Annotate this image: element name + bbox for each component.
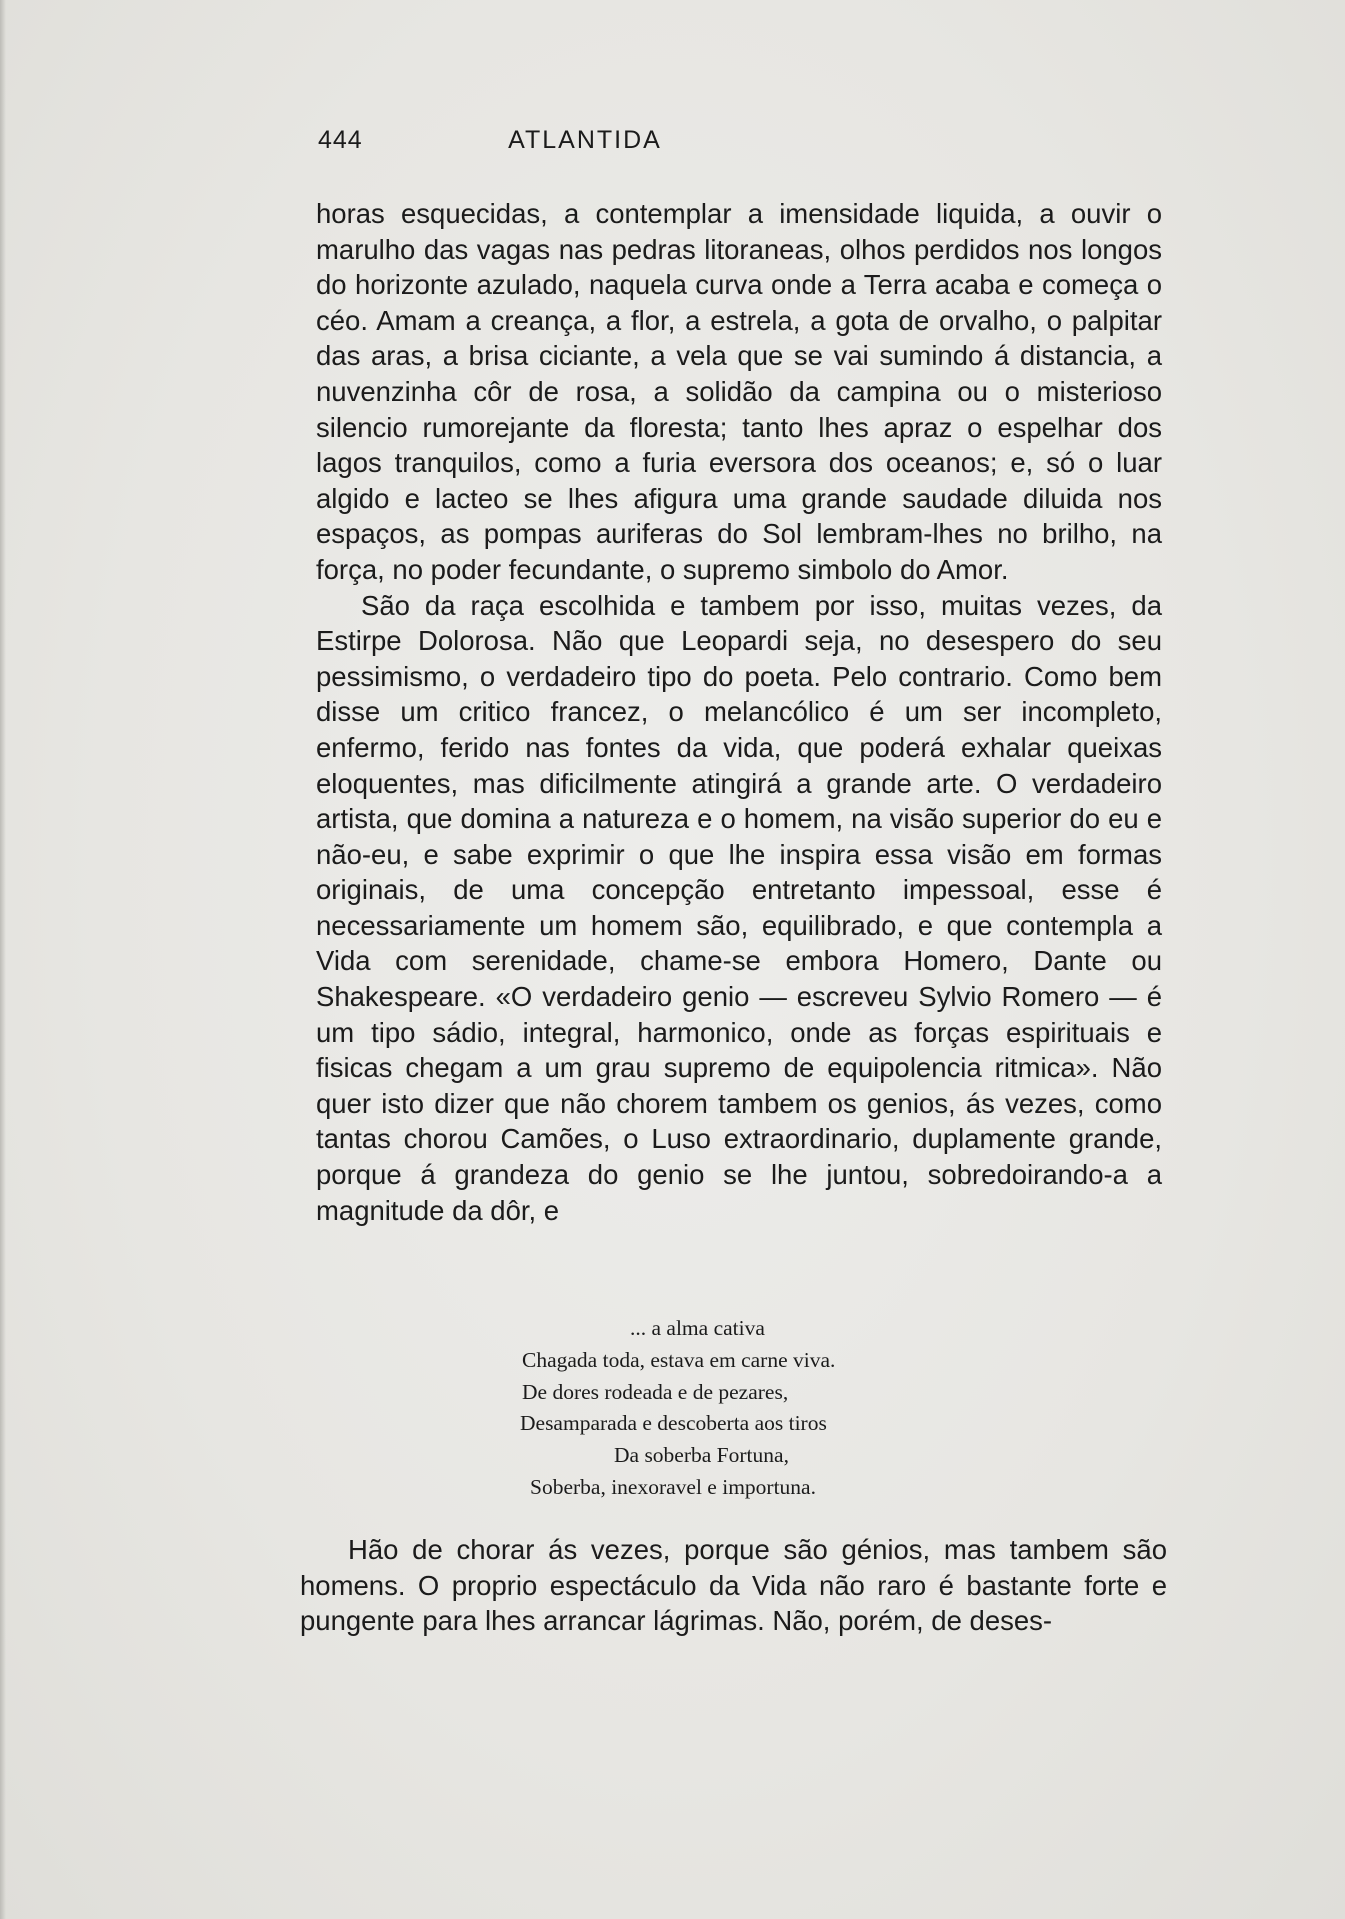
verse-line: Desamparada e descoberta aos tiros (520, 1411, 827, 1436)
main-text (316, 196, 1162, 1228)
verse-quotation (510, 1313, 970, 1504)
closing-text (300, 1532, 1167, 1639)
verse-line: Da soberba Fortuna, (614, 1443, 789, 1468)
verse-line: Soberba, inexoravel e importuna. (530, 1474, 816, 1499)
paragraph: São da raça escolhida e tambem por isso, muitas vezes, da Estirpe Dolorosa. Não que Leopardi seja, no desespero do seu pessimismo, o verdadeiro tipo do poeta. Pelo contrario. Como bem disse um critico francez, o melancólico é um ser incompleto, enfermo, ferido nas fontes da vida, que poderá exhalar queixas eloquentes, mas dificilmente atingirá a grande arte. O verdadeiro artista, que domina a natureza e o homem, na visão superior do eu e não-eu, e sabe exprimir o que lhe inspira essa visão em formas originais, de uma concepção entretanto impessoal, esse é necessariamente um homem são, equilibrado, e que contempla a Vida com serenidade, chame-se embora Homero, Dante ou Shakespeare. «O verdadeiro genio — escreveu Sylvio Romero — é um tipo sádio, integral, harmonico, onde as forças espirituais e fisicas chegam a um grau supremo de equipolencia ritmica». Não quer isto dizer que não chorem tambem os genios, ás vezes, como tantas chorou Camões, o Luso extraordinario, duplamente grande, porque á grandeza do genio se lhe juntou, sobredoirando-a a magnitude da dôr, e (316, 589, 1162, 1226)
page-number: 444 (318, 126, 363, 154)
verse-line: ... a alma cativa (630, 1316, 765, 1340)
paragraph: Hão de chorar ás vezes, porque são génios, mas tambem são homens. O proprio espectáculo da Vida não raro é bastante forte e pungente para lhes arrancar lágrimas. Não, porém, de deses- (300, 1534, 1167, 1637)
running-head (318, 126, 852, 166)
verse-line: De dores rodeada e de pezares, (522, 1379, 789, 1404)
verse-line: Chagada toda, estava em carne viva. (522, 1347, 836, 1372)
paragraph-continued: horas esquecidas, a contemplar a imensidade liquida, a ouvir o marulho das vagas nas pedras litoraneas, olhos perdidos nos longos do horizonte azulado, naquela curva onde a Terra acaba e começa o céo. Amam a creança, a flor, a estrela, a gota de orvalho, o palpitar das aras, a brisa ciciante, a vela que se vai sumindo á distancia, a nuvenzinha côr de rosa, a solidão da campina ou o misterioso silencio rumorejante da floresta; tanto lhes apraz o espelhar dos lagos tranquilos, como a furia eversora dos oceanos; e, só o luar algido e lacteo se lhes afigura uma grande saudade diluida nos espaços, as pompas auriferas do Sol lembram-lhes no brilho, na força, no poder fecundante, o supremo simbolo do Amor. (316, 198, 1162, 585)
running-title: ATLANTIDA (508, 126, 662, 154)
page-edge-shadow (0, 0, 6, 1919)
